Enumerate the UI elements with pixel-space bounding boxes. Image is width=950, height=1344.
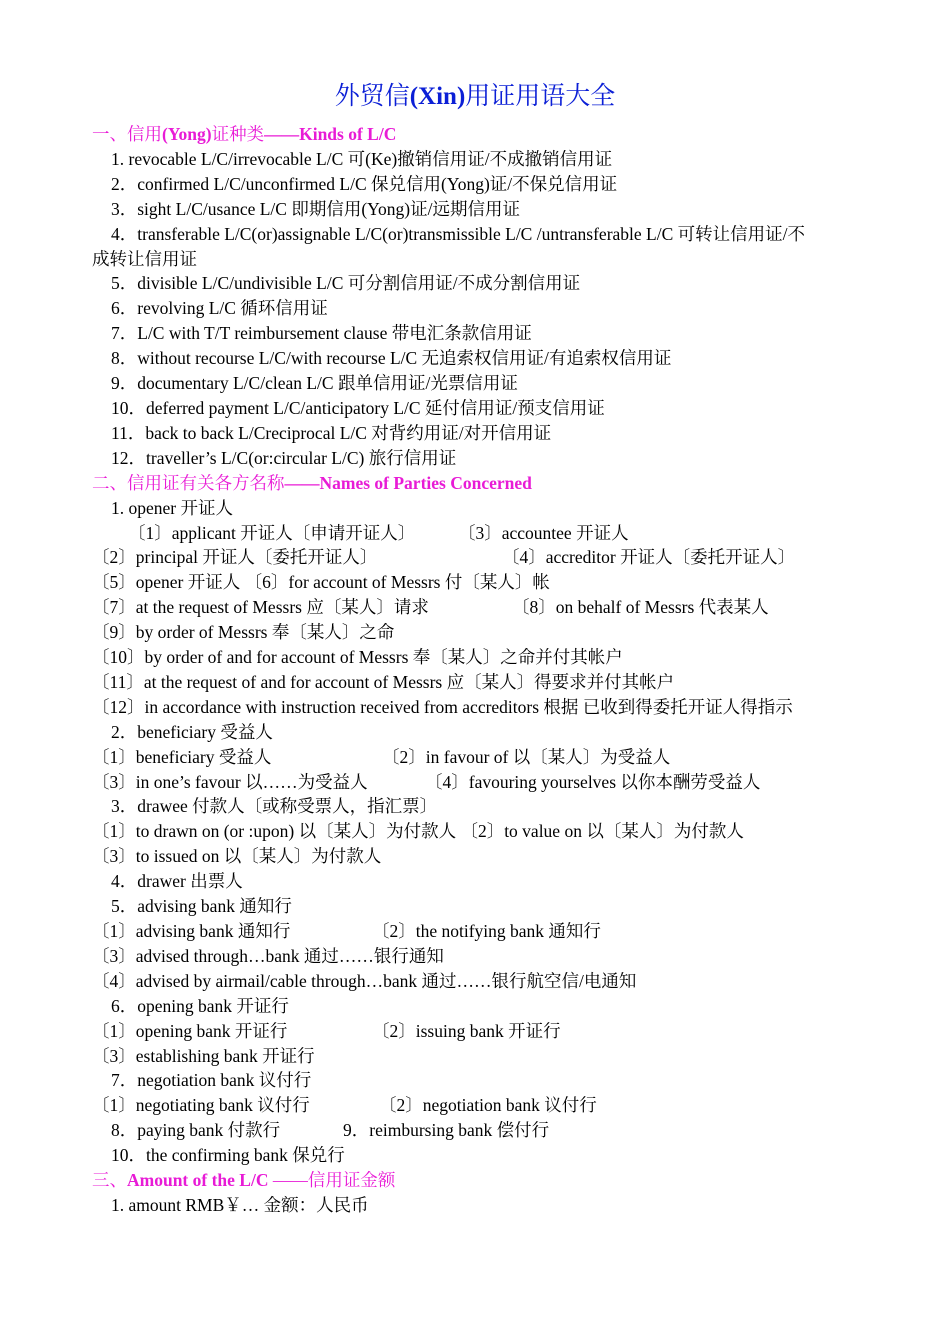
- title-post: 用证用语大全: [465, 83, 616, 110]
- list-item-continuation: 成转让信用证: [92, 248, 197, 269]
- heading-bold-text: Amount of the L/C: [127, 1170, 269, 1191]
- document-body: [92, 122, 882, 1218]
- document-title: [0, 80, 950, 114]
- list-item: 5．divisible L/C/undivisible L/C 可分割信用证/不成分割信用证: [111, 273, 581, 294]
- heading-bold-text: (Yong): [162, 124, 212, 144]
- list-item: 6．opening bank 开证行: [111, 995, 289, 1016]
- list-item: 1. revocable L/C/irrevocable L/C 可(Ke)撤销信用证/不成撤销信用证: [111, 148, 613, 169]
- list-item-col: 〔8〕on behalf of Messrs 代表某人: [512, 597, 769, 618]
- list-item: 〔9〕by order of Messrs 奉〔某人〕之命: [92, 622, 395, 643]
- title-bold: (Xin): [409, 83, 466, 110]
- list-item: 11．back to back L/Creciprocal L/C 对背约用证/对开信用证: [111, 422, 552, 443]
- list-item-col: 8．paying bank 付款行: [111, 1120, 281, 1141]
- heading-text: 一、信用: [92, 124, 162, 144]
- list-item: 〔3〕advised through…bank 通过……银行通知: [92, 945, 444, 966]
- list-item-col: 〔3〕accountee 开证人: [458, 522, 629, 543]
- list-item: [92, 1019, 882, 1044]
- title-pre: 外贸信: [334, 83, 410, 110]
- list-item: 7．negotiation bank 议付行: [111, 1070, 312, 1091]
- list-item-col: 〔2〕principal 开证人〔委托开证人〕: [92, 547, 378, 568]
- heading-text: ——信用证金额: [268, 1170, 396, 1191]
- list-item-col: 〔4〕favouring yourselves 以你本酬劳受益人: [425, 771, 761, 792]
- list-item: 5．advising bank 通知行: [111, 896, 292, 917]
- heading-text: 三、: [92, 1170, 127, 1191]
- list-item: [92, 595, 882, 620]
- heading-text: 证种类: [211, 124, 265, 144]
- list-item: 4．drawer 出票人: [111, 871, 243, 892]
- list-item: 2．confirmed L/C/unconfirmed L/C 保兑信用(Yong)证/不保兑信用证: [111, 173, 618, 194]
- list-item-col: 9．reimbursing bank 偿付行: [343, 1120, 550, 1141]
- list-item-col: 〔2〕in favour of 以〔某人〕为受益人: [382, 746, 671, 767]
- list-item: 〔3〕to issued on 以〔某人〕为付款人: [92, 846, 382, 867]
- list-item: [92, 1118, 882, 1143]
- list-item: 〔3〕establishing bank 开证行: [92, 1045, 315, 1066]
- list-item: 12．traveller’s L/C(or:circular L/C) 旅行信用证: [111, 447, 457, 468]
- list-item-col: 〔2〕the notifying bank 通知行: [372, 921, 601, 941]
- list-item: [92, 521, 882, 546]
- list-item-col: 〔4〕accreditor 开证人〔委托开证人〕: [502, 547, 796, 568]
- list-item: 〔11〕at the request of and for account of Messrs 应〔某人〕得要求并付其帐户: [92, 671, 675, 692]
- list-item-col: 〔1〕beneficiary 受益人: [92, 746, 272, 767]
- list-item: 〔4〕advised by airmail/cable through…bank 通过……银行航空信/电通知: [92, 970, 637, 991]
- list-item: 1. opener 开证人: [111, 497, 233, 518]
- list-item-col: 〔1〕applicant 开证人〔申请开证人〕: [128, 522, 416, 543]
- list-item-col: 〔2〕negotiation bank 议付行: [379, 1095, 597, 1116]
- list-item: [92, 919, 882, 944]
- list-item-col: 〔1〕negotiating bank 议付行: [92, 1095, 310, 1116]
- section-heading-kinds: [92, 122, 882, 147]
- list-item: 8．without recourse L/C/with recourse L/C 无追索权信用证/有追索权信用证: [111, 348, 672, 369]
- list-item-col: 〔1〕advising bank 通知行: [92, 921, 291, 941]
- list-item: 1. amount RMB￥… 金额：人民币: [111, 1194, 369, 1215]
- list-item: 3．drawee 付款人〔或称受票人，指汇票〕: [111, 796, 438, 817]
- list-item: 9．documentary L/C/clean L/C 跟单信用证/光票信用证: [111, 373, 518, 394]
- list-item-col: 〔2〕issuing bank 开证行: [372, 1020, 561, 1041]
- list-item: 〔5〕opener 开证人 〔6〕for account of Messrs 付〔某人〕帐: [92, 572, 550, 593]
- heading-bold-text: ——Names of Parties Concerned: [284, 472, 532, 493]
- list-item: 7．L/C with T/T reimbursement clause 带电汇条款信用证: [111, 323, 532, 344]
- section-heading-parties: [92, 471, 882, 496]
- heading-text: 二、信用证有关各方名称: [92, 472, 285, 493]
- list-item: [92, 745, 882, 770]
- list-item: 〔12〕in accordance with instruction received from accreditors 根据 已收到得委托开证人得指示: [92, 696, 793, 717]
- list-item: 10．the confirming bank 保兑行: [111, 1145, 345, 1166]
- section-heading-amount: [92, 1168, 882, 1193]
- list-item: 6．revolving L/C 循环信用证: [111, 298, 328, 319]
- list-item: 2．beneficiary 受益人: [111, 721, 273, 742]
- list-item: [92, 545, 882, 570]
- list-item-col: 〔1〕opening bank 开证行: [92, 1020, 288, 1041]
- list-item: 3．sight L/C/usance L/C 即期信用(Yong)证/远期信用证: [111, 198, 520, 219]
- list-item: [92, 1093, 882, 1118]
- list-item: 10．deferred payment L/C/anticipatory L/C 延付信用证/预支信用证: [111, 397, 605, 418]
- list-item-col: 〔3〕in one’s favour 以……为受益人: [92, 771, 368, 792]
- list-item-col: 〔7〕at the request of Messrs 应〔某人〕请求: [92, 597, 429, 618]
- heading-bold-text: ——Kinds of L/C: [264, 124, 397, 144]
- list-item: [92, 770, 882, 795]
- list-item: 4．transferable L/C(or)assignable L/C(or)transmissible L/C /untransferable L/C 可转让信用证/不: [111, 223, 806, 244]
- list-item: 〔10〕by order of and for account of Messrs 奉〔某人〕之命并付其帐户: [92, 647, 623, 668]
- list-item: 〔1〕to drawn on (or :upon) 以〔某人〕为付款人 〔2〕to value on 以〔某人〕为付款人: [92, 821, 744, 842]
